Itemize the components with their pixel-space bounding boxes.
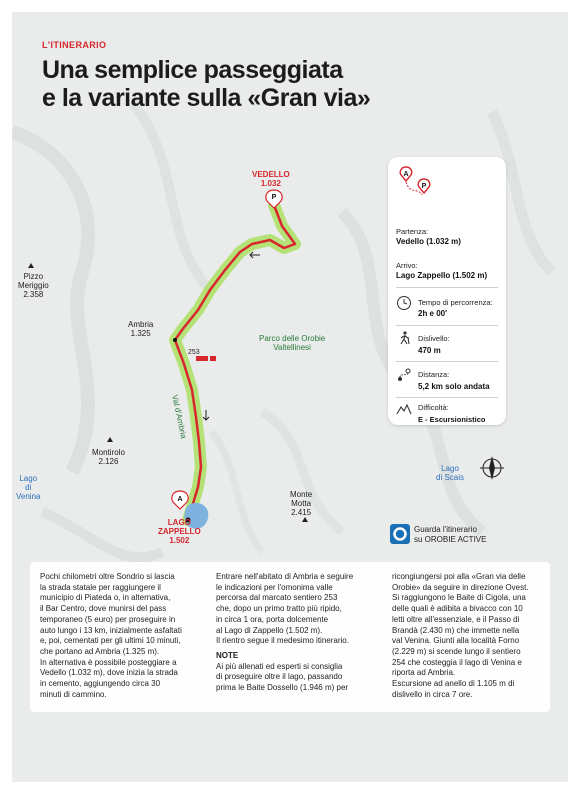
text-line: il Bar Centro, dove munirsi del pass [40, 604, 167, 614]
label-val-ambria: Val d'Ambria [170, 394, 189, 440]
text-line: riporta ad Ambria. [392, 668, 456, 678]
text-line: municipio di Piateda o, in alternativa, [40, 593, 171, 603]
peak-montirolo-icon [107, 437, 113, 442]
svg-text:P: P [271, 194, 277, 201]
partenza-label: Partenza: [396, 227, 429, 236]
distanza-label: Distanza: [418, 370, 450, 379]
text-line: Vedello (1.032 m), dove inizia la strada [40, 668, 178, 678]
label-monte-motta: Monte Motta 2.415 [290, 490, 313, 517]
svg-text:A: A [177, 496, 183, 503]
title-line-2: e la variante sulla «Gran via» [42, 84, 371, 112]
text-line: la strada statale per raggiungere il [40, 582, 161, 592]
distance-icon [396, 367, 412, 383]
text-line: le indicazioni per l'omonima valle [216, 582, 333, 592]
arrivo-label: Arrivo: [396, 261, 418, 270]
text-line: al Lago di Zappello (1.502 m). [216, 625, 323, 635]
text-column-2 [216, 572, 378, 694]
article-text [30, 562, 550, 712]
label-sentiero-253: 253 [188, 349, 200, 356]
text-column-1 [40, 572, 200, 700]
text-line: minuti di cammino. [40, 689, 107, 699]
text-line: ricongiungersi poi alla «Gran via delle [392, 572, 526, 581]
hiker-icon [396, 330, 412, 346]
title-line-1: Una semplice passeggiata [42, 56, 343, 84]
text-line: 254 che costeggia il lago di Venina e [392, 657, 522, 667]
label-pizzo-meriggio: Pizzo Meriggio 2.358 [18, 272, 49, 299]
dislivello-label: Dislivello: [418, 334, 450, 343]
label-lago-scais: Lago di Scais [436, 464, 465, 482]
text-line: di proseguire oltre il lago, passando [216, 672, 343, 682]
label-ambria: Ambria 1.325 [128, 320, 154, 338]
text-line: (2.229 m) si scende lungo il sentiero [392, 646, 521, 656]
page-title [42, 56, 370, 112]
text-line: che, dopo un primo tratto più ripido, [216, 604, 342, 614]
text-line: In alternativa è possibile posteggiare a [40, 657, 177, 667]
compass-icon [480, 456, 504, 480]
text-line: Pochi chilometri oltre Sondrio si lascia [40, 572, 175, 581]
orobie-active-app-icon[interactable] [390, 524, 410, 544]
label-montirolo: Montirolo 2.126 [92, 448, 125, 466]
label-parco-orobie: Parco delle Orobie Valtellinesi [259, 334, 326, 352]
text-line: Brandà (2.430 m) che immette nella [392, 625, 520, 635]
note-heading: NOTE [216, 650, 239, 660]
text-column-3 [392, 572, 544, 700]
partenza-value: Vedello (1.032 m) [396, 237, 461, 246]
text-line: auto lungo i 13 km, inizialmente asfaltati [40, 625, 182, 635]
text-line: che portano ad Ambria (1.325 m). [40, 646, 160, 656]
route-badge-icon [396, 165, 436, 205]
text-line: e, poi, cementati per gli ultimi 10 minuti, [40, 636, 181, 646]
text-line: prima le Baite Dossello (1.946 m) per [216, 683, 349, 693]
difficolta-value: E - Escursionistico [418, 415, 486, 424]
text-line: Il rientro segue il medesimo itinerario. [216, 636, 349, 646]
text-line: in cemento, aggiungendo circa 30 [40, 679, 161, 689]
ambria-point [173, 338, 177, 342]
distanza-value: 5,2 km solo andata [418, 382, 490, 391]
label-lago-venina: Lago di Venina [16, 474, 41, 501]
text-line: in circa 1 ora, porta dolcemente [216, 614, 329, 624]
itinerary-info-card [388, 157, 506, 425]
direction-arrow-icon [203, 410, 209, 420]
text-line: temporaneo (5 euro) per proseguire in [40, 614, 176, 624]
direction-arrow-icon [250, 252, 260, 258]
section-kicker: L'ITINERARIO [42, 40, 107, 50]
text-line: percorsa dal marcato sentiero 253 [216, 593, 338, 603]
difficolta-label: Difficoltà: [418, 403, 449, 412]
text-line: delle quali è adibita a bivacco con 10 [392, 604, 523, 614]
arrivo-value: Lago Zappello (1.502 m) [396, 271, 488, 280]
text-line: Si raggiungono le Baite di Cigola, una [392, 593, 526, 603]
magazine-page [12, 12, 568, 782]
label-lago-zappello: LAGO ZAPPELLO 1.502 [158, 518, 201, 545]
tempo-value: 2h e 00' [418, 309, 448, 318]
text-line: Escursione ad anello di 1.105 m di [392, 679, 515, 689]
arrival-marker-icon [172, 491, 188, 509]
app-link-text[interactable]: Guarda l'itinerario su OROBIE ACTIVE [414, 525, 487, 544]
tempo-label: Tempo di percorrenza: [418, 298, 493, 307]
text-line: dislivello in circa 7 ore. [392, 689, 473, 699]
peak-pizzo-meriggio-icon [28, 263, 34, 268]
label-vedello: VEDELLO 1.032 [252, 170, 290, 188]
difficulty-icon [396, 401, 412, 417]
text-line: letti oltre all'essenziale, e il Passo di [392, 614, 520, 624]
svg-text:A: A [403, 171, 409, 178]
dislivello-value: 470 m [418, 346, 441, 355]
text-line: Orobie» da seguire in direzione Ovest. [392, 582, 529, 592]
text-line: val Venina. Giunti alla località Forno [392, 636, 520, 646]
peak-monte-motta-icon [302, 517, 308, 522]
svg-text:P: P [421, 183, 427, 190]
clock-icon [396, 295, 412, 311]
text-line: Ai più allenati ed esperti si consiglia [216, 661, 343, 671]
text-line: Entrare nell'abitato di Ambria e seguire [216, 572, 354, 581]
